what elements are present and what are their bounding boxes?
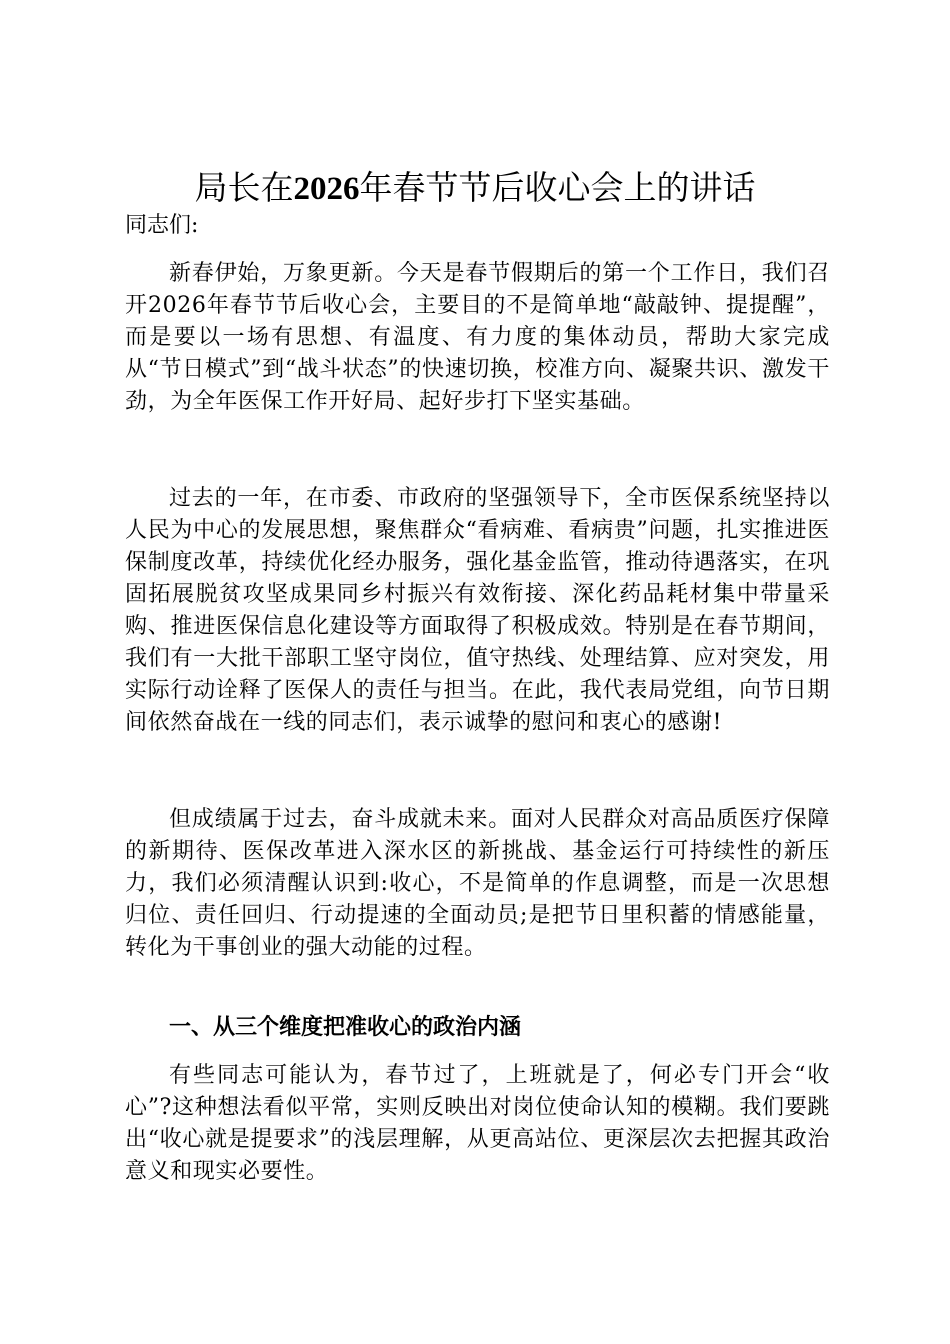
section-paragraph: 有些同志可能认为，春节过了，上班就是了，何必专门开会“收心”?这种想法看似平常，实则反映出对岗位使命认知的模糊。我们要跳出“收心就是提要求”的浅层理解，从更高站位、更深层次去把握其政治意义和现实必要性。 xyxy=(125,1063,830,1184)
paragraph-review: 过去的一年，在市委、市政府的坚强领导下，全市医保系统坚持以人民为中心的发展思想，聚焦群众“看病难、看病贵”问题，扎实推进医保制度改革，持续优化经办服务，强化基金监管，推动待遇落实，在巩固拓展脱贫攻坚成果同乡村振兴有效衔接、深化药品耗材集中带量采购、推进医保信息化建设等方面取得了积极成效。特别是在春节期间，我们有一大批干部职工坚守岗位，值守热线、处理结算、应对突发，用实际行动诠释了医保人的责任与担当。在此，我代表局党组，向节日期间依然奋战在一线的同志们，表示诚挚的慰问和衷心的感谢! xyxy=(125,486,830,735)
title-suffix: 年春节节后收心会上的讲话 xyxy=(359,168,756,207)
paragraph-challenge: 但成绩属于过去，奋斗成就未来。面对人民群众对高品质医疗保障的新期待、医保改革进入深水区的新挑战、基金运行可持续性的新压力，我们必须清醒认识到:收心，不是简单的作息调整，而是一次思想归位、责任回归、行动提速的全面动员;是把节日里积蓄的情感能量，转化为干事创业的强大动能的过程。 xyxy=(125,807,830,960)
section-heading: 一、从三个维度把准收心的政治内涵 xyxy=(169,1015,522,1040)
paragraph-opening: 新春伊始，万象更新。今天是春节假期后的第一个工作日，我们召开2026年春节节后收心会，主要目的不是简单地“敲敲钟、提提醒”，而是要以一场有思想、有温度、有力度的集体动员，帮助大家完成从“节日模式”到“战斗状态”的快速切换，校准方向、凝聚共识、激发干劲，为全年医保工作开好局、起好步打下坚实基础。 xyxy=(125,261,830,414)
salutation: 同志们: xyxy=(125,213,199,238)
title-prefix: 局长在 xyxy=(194,168,294,207)
document-title xyxy=(0,166,950,211)
title-year: 2026 xyxy=(293,171,360,207)
